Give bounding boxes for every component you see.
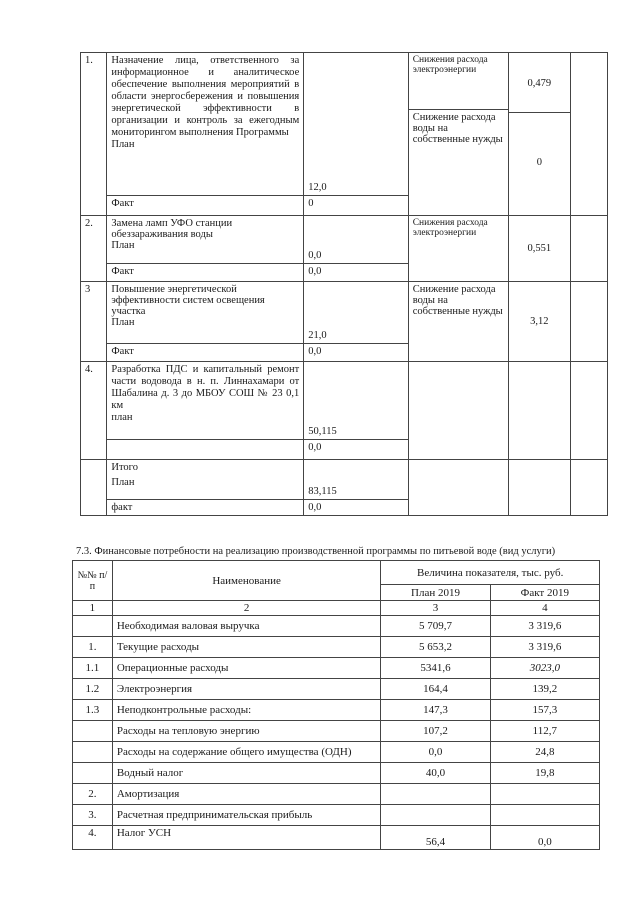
row-fact — [490, 805, 599, 826]
row-num — [73, 616, 113, 637]
plan-label: План — [111, 477, 135, 488]
row-fact: 3023,0 — [490, 658, 599, 679]
row-number: 1. — [81, 53, 107, 216]
section-title: 7.3. Финансовые потребности на реализацию производственной программы по питьевой воде (вид услуги) — [76, 546, 556, 557]
row-num — [73, 721, 113, 742]
row-name: Неподконтрольные расходы: — [112, 700, 381, 721]
row-plan — [381, 805, 490, 826]
row-plan: 147,3 — [381, 700, 490, 721]
fact-label: Факт — [107, 196, 304, 216]
effect-value: 0,479 — [509, 56, 570, 113]
row-plan: 40,0 — [381, 763, 490, 784]
row-num: 1. — [73, 637, 113, 658]
total-plan-value: 83,115 — [304, 460, 408, 500]
row-num: 4. — [73, 826, 113, 850]
measures-table — [80, 52, 608, 516]
plan-value: 12,0 — [304, 53, 408, 196]
table-row — [73, 763, 600, 784]
measure-name: Повышение энергетической эффективности систем освещения участка — [111, 284, 265, 317]
row-fact: 157,3 — [490, 700, 599, 721]
row-name: Электроэнергия — [112, 679, 381, 700]
header-fact: Факт 2019 — [490, 585, 599, 601]
plan-label: план — [111, 412, 133, 424]
row-fact: 139,2 — [490, 679, 599, 700]
fact-value: 0,0 — [304, 344, 408, 362]
row-name: Операционные расходы — [112, 658, 381, 679]
row-number: 4. — [81, 362, 107, 460]
row-fact: 24,8 — [490, 742, 599, 763]
row-plan: 56,4 — [381, 826, 490, 850]
row-name: Расходы на содержание общего имущества (ОДН) — [112, 742, 381, 763]
row-name: Расходы на тепловую энергию — [112, 721, 381, 742]
index-cell: 4 — [490, 601, 599, 616]
row-name: Налог УСН — [112, 826, 381, 850]
row-num: 1.3 — [73, 700, 113, 721]
effect-value: 3,12 — [508, 282, 570, 362]
row-plan: 107,2 — [381, 721, 490, 742]
row-number: 3 — [81, 282, 107, 362]
row-num — [73, 763, 113, 784]
row-num — [73, 742, 113, 763]
plan-value: 0,0 — [304, 216, 408, 264]
row-fact: 112,7 — [490, 721, 599, 742]
fact-value: 0,0 — [304, 440, 408, 460]
fact-label: Факт — [107, 344, 304, 362]
index-cell: 2 — [112, 601, 381, 616]
table-row — [73, 637, 600, 658]
header-num: №№ п/п — [73, 561, 113, 601]
header-name: Наименование — [112, 561, 381, 601]
row-fact — [490, 784, 599, 805]
effect-label: Снижения расхода электроэнергии — [409, 53, 508, 110]
row-plan: 5 709,7 — [381, 616, 490, 637]
effect-value: 0,551 — [508, 216, 570, 282]
row-plan — [381, 784, 490, 805]
table-row — [73, 826, 600, 850]
row-name: Необходимая валовая выручка — [112, 616, 381, 637]
row-plan: 164,4 — [381, 679, 490, 700]
effect-value: 0 — [536, 156, 542, 168]
row-name: Водный налог — [112, 763, 381, 784]
effect-label: Снижения расхода электроэнергии — [408, 216, 508, 282]
table-row — [73, 721, 600, 742]
total-label: Итого — [111, 462, 138, 473]
financial-needs-table — [72, 560, 600, 850]
fact-label: факт — [107, 500, 304, 516]
plan-label: План — [111, 139, 135, 151]
table-row — [73, 700, 600, 721]
row-name: Текущие расходы — [112, 637, 381, 658]
row-plan: 0,0 — [381, 742, 490, 763]
table-row — [73, 616, 600, 637]
index-cell: 3 — [381, 601, 490, 616]
fact-value: 0,0 — [304, 264, 408, 282]
fact-value: 0 — [304, 196, 408, 216]
row-name: Расчетная предпринимательская прибыль — [112, 805, 381, 826]
row-fact: 19,8 — [490, 763, 599, 784]
row-plan: 5 653,2 — [381, 637, 490, 658]
row-num: 2. — [73, 784, 113, 805]
measure-name: Замена ламп УФО станции обеззараживания воды — [111, 218, 233, 240]
row-fact: 0,0 — [490, 826, 599, 850]
plan-label: План — [111, 317, 135, 328]
table-row — [73, 742, 600, 763]
plan-value: 50,115 — [304, 362, 408, 440]
table-row — [73, 784, 600, 805]
effect-label: Снижение расхода воды на собственные нужды — [408, 282, 508, 362]
index-cell: 1 — [73, 601, 113, 616]
row-plan: 5341,6 — [381, 658, 490, 679]
fact-label: Факт — [107, 264, 304, 282]
measure-name: Назначение лица, ответственного за информационное и аналитическое обеспечение выполнения мероприятий в области энергосбережения и повышения энергетической эффективности в организации и контроль за ежегодным мониторингом выполнения Программы — [111, 55, 300, 139]
row-num: 3. — [73, 805, 113, 826]
row-fact: 3 319,6 — [490, 637, 599, 658]
row-number: 2. — [81, 216, 107, 282]
measure-name: Разработка ПДС и капитальный ремонт части водовода в н. п. Линнахамари от Шабалина д. 3 до МБОУ СОШ № 23 0,1 км — [111, 364, 300, 412]
row-num: 1.1 — [73, 658, 113, 679]
total-fact-value: 0,0 — [304, 500, 408, 516]
row-name: Амортизация — [112, 784, 381, 805]
table-row — [73, 658, 600, 679]
row-num: 1.2 — [73, 679, 113, 700]
plan-label: План — [111, 240, 135, 251]
header-plan: План 2019 — [381, 585, 490, 601]
effect-label: Снижение расхода воды на собственные нужды — [412, 112, 503, 145]
plan-value: 21,0 — [304, 282, 408, 344]
header-value: Величина показателя, тыс. руб. — [381, 561, 600, 585]
table-row — [73, 805, 600, 826]
row-fact: 3 319,6 — [490, 616, 599, 637]
table-row — [73, 679, 600, 700]
